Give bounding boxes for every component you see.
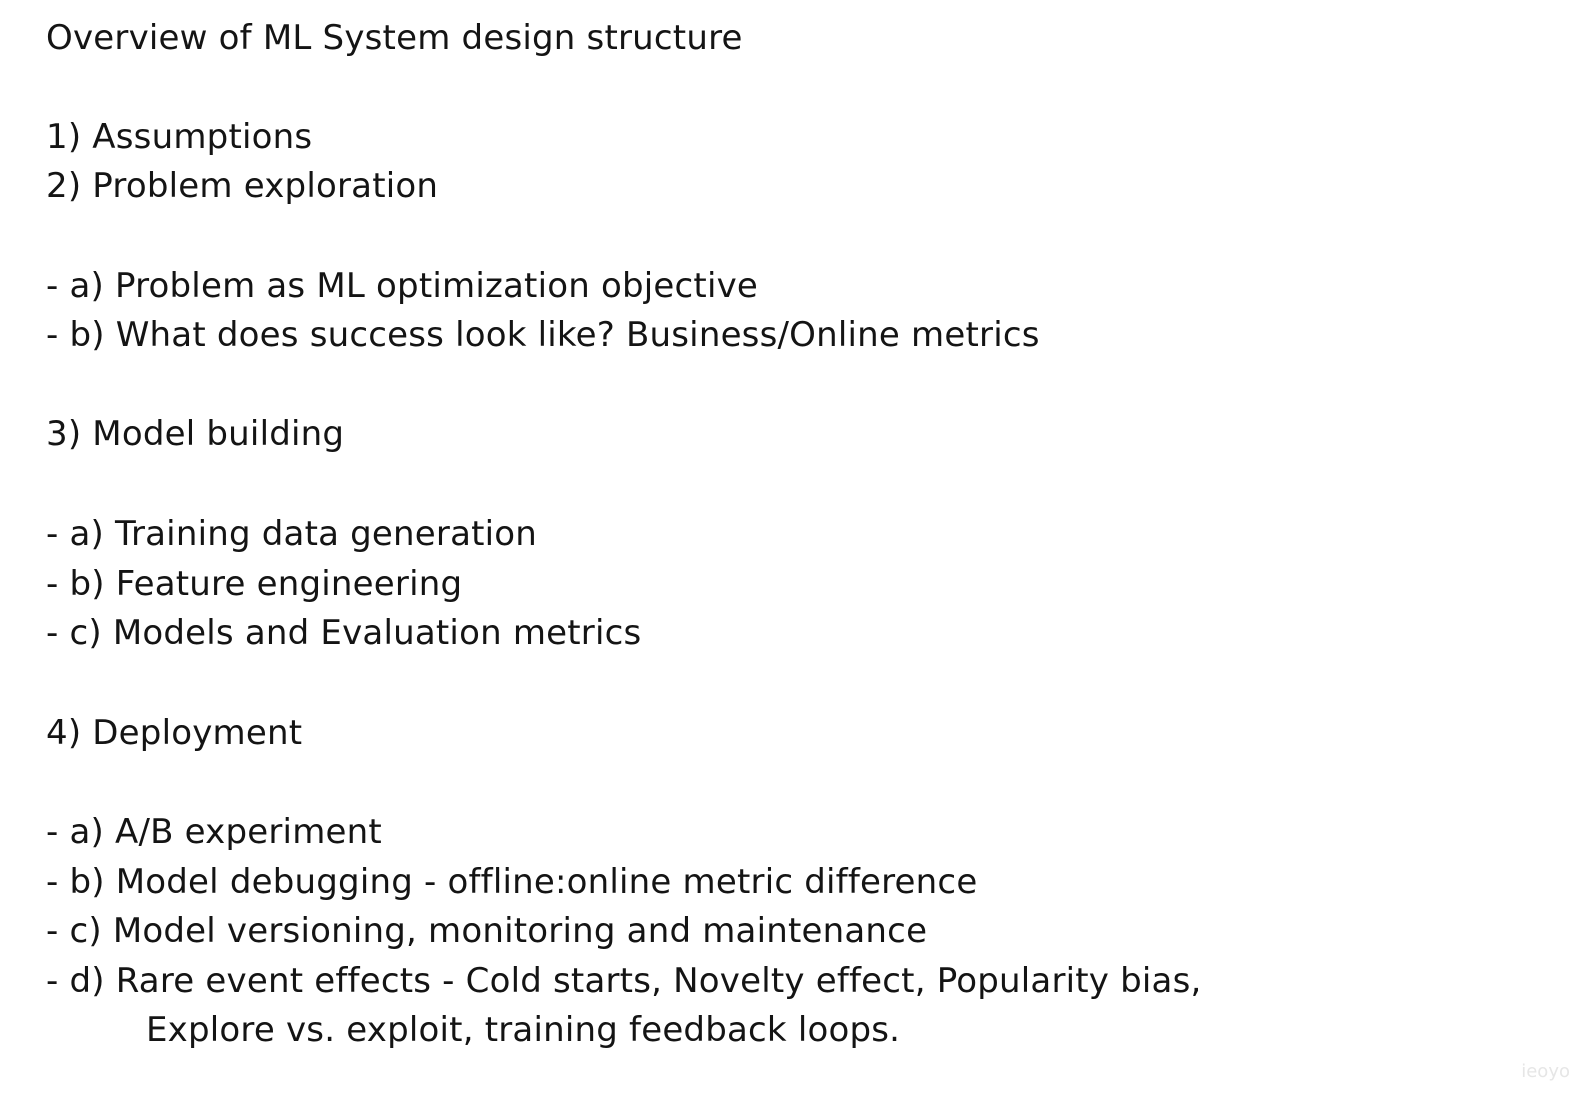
list-item: - b) Model debugging - offline:online metric difference <box>46 862 978 902</box>
list-item: - c) Models and Evaluation metrics <box>46 613 642 653</box>
list-item: - b) What does success look like? Business/Online metrics <box>46 315 1040 355</box>
page-title: Overview of ML System design structure <box>46 18 743 58</box>
section-model-building: 3) Model building <box>46 414 345 454</box>
list-item: - b) Feature engineering <box>46 564 463 604</box>
list-item: - a) Training data generation <box>46 514 538 554</box>
section-deployment: 4) Deployment <box>46 713 303 753</box>
list-item-continuation: Explore vs. exploit, training feedback loops. <box>146 1010 901 1050</box>
section-problem-exploration: 2) Problem exploration <box>46 166 439 206</box>
section-assumptions: 1) Assumptions <box>46 117 313 157</box>
list-item: - a) A/B experiment <box>46 812 382 852</box>
list-item: - d) Rare event effects - Cold starts, Novelty effect, Popularity bias, <box>46 961 1202 1001</box>
list-item: - c) Model versioning, monitoring and maintenance <box>46 911 928 951</box>
list-item: - a) Problem as ML optimization objective <box>46 266 759 306</box>
watermark: ieoyo <box>1521 1061 1570 1082</box>
